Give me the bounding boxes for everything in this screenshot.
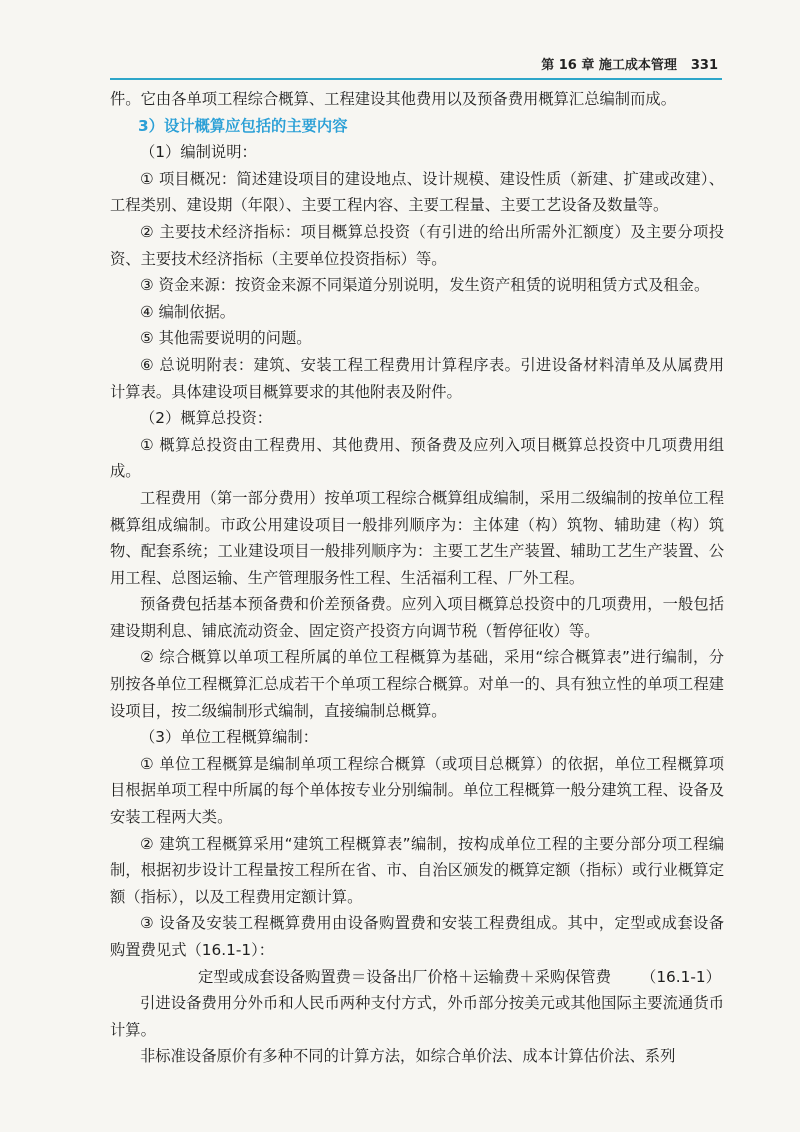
- equation-number: （16.1-1）: [641, 967, 721, 986]
- paragraph: ④ 编制依据。: [140, 302, 236, 321]
- formula-16-1-1: [110, 964, 724, 991]
- formula-text: 定型或成套设备购置费＝设备出厂价格＋运输费＋采购保管费: [198, 967, 612, 986]
- paragraph: ⑥ 总说明附表：建筑、安装工程工程费用计算程序表。引进设备材料清单及从属费用计算表。具体建设项目概算要求的其他附表及附件。: [110, 355, 724, 401]
- paragraph: （3）单位工程概算编制：: [140, 728, 318, 747]
- running-header: [110, 52, 722, 80]
- paragraph: 非标准设备原价有多种不同的计算方法，如综合单价法、成本计算估价法、系列: [140, 1047, 676, 1066]
- paragraph: 工程费用（第一部分费用）按单项工程综合概算组成编制，采用二级编制的按单位工程概算组成编制。市政公用建设项目一般排列顺序为：主体建（构）筑物、辅助建（构）筑物、配套系统；工业建设项目一般排列顺序为：主要工艺生产装置、辅助工艺生产装置、公用工程、总图运输、生产管理服务性工程、生活福利工程、厂外工程。: [110, 488, 724, 587]
- body-text-after-formula: [110, 990, 724, 1070]
- paragraph: （1）编制说明：: [140, 143, 257, 162]
- paragraph: ② 综合概算以单项工程所属的单位工程概算为基础，采用“综合概算表”进行编制，分别按各单位工程概算汇总成若干个单项工程综合概算。对单一的、具有独立性的单项工程建设项目，按二级编制形式编制，直接编制总概算。: [110, 648, 724, 720]
- paragraph: ⑤ 其他需要说明的问题。: [140, 329, 312, 348]
- paragraph: （2）概算总投资：: [140, 409, 273, 428]
- header-text: [541, 54, 718, 73]
- page-body: [110, 86, 724, 1070]
- paragraph: 引进设备费用分外币和人民币两种支付方式，外币部分按美元或其他国际主要流通货币计算。: [110, 994, 724, 1039]
- chapter-title: 第 16 章 施工成本管理: [541, 58, 677, 73]
- paragraph: ① 项目概况：简述建设项目的建设地点、设计规模、建设性质（新建、扩建或改建）、工程类别、建设期（年限）、主要工程内容、主要工程量、主要工艺设备及数量等。: [110, 169, 724, 215]
- page-number: 331: [690, 58, 718, 73]
- paragraph: ① 概算总投资由工程费用、其他费用、预备费及应列入项目概算总投资中几项费用组成。: [110, 435, 724, 481]
- paragraph: ③ 资金来源：按资金来源不同渠道分别说明，发生资产租赁的说明租赁方式及租金。: [140, 276, 710, 295]
- paragraph: ① 单位工程概算是编制单项工程综合概算（或项目总概算）的依据，单位工程概算项目根据单项工程中所属的每个单体按专业分别编制。单位工程概算一般分建筑工程、设备及安装工程两大类。: [110, 754, 724, 827]
- body-text-before-formula: [110, 86, 724, 964]
- paragraph: 预备费包括基本预备费和价差预备费。应列入项目概算总投资中的几项费用，一般包括建设期利息、铺底流动资金、固定资产投资方向调节税（暂停征收）等。: [110, 595, 724, 640]
- paragraph: ③ 设备及安装工程概算费用由设备购置费和安装工程费组成。其中，定型或成套设备购置费见式（16.1-1）：: [110, 914, 724, 959]
- paragraph: ② 主要技术经济指标：项目概算总投资（有引进的给出所需外汇额度）及主要分项投资、主要技术经济指标（主要单位投资指标）等。: [110, 222, 724, 268]
- section-heading: 3）设计概算应包括的主要内容: [138, 116, 348, 135]
- paragraph: ② 建筑工程概算采用“建筑工程概算表”编制，按构成单位工程的主要分部分项工程编制，根据初步设计工程量按工程所在省、市、自治区颁发的概算定额（指标）或行业概算定额（指标），以及工程费用定额计算。: [110, 834, 724, 906]
- paragraph: 件。它由各单项工程综合概算、工程建设其他费用以及预备费用概算汇总编制而成。: [110, 90, 676, 108]
